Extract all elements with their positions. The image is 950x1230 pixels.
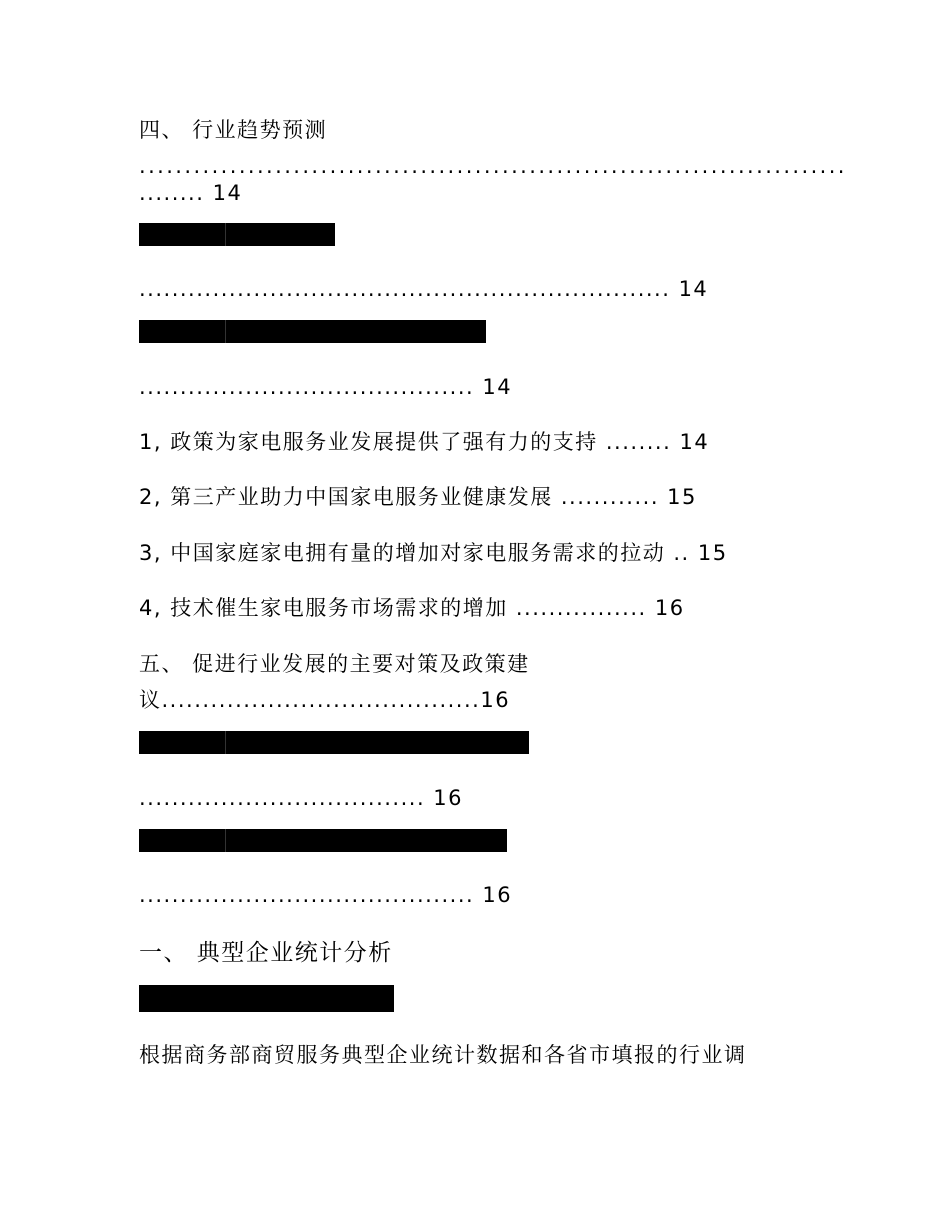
redacted-toc-entry-3 — [139, 731, 529, 754]
redacted-toc-entry-1 — [139, 223, 335, 246]
redaction-divider — [225, 829, 226, 852]
toc-entry-3-leader[interactable]: ................................... 16 — [139, 786, 464, 810]
toc-subitem-2[interactable]: 2, 第三产业助力中国家电服务业健康发展 ............ 15 — [139, 485, 697, 509]
redaction-divider — [225, 223, 226, 246]
toc-subitem-1[interactable]: 1, 政策为家电服务业发展提供了强有力的支持 ........ 14 — [139, 430, 710, 454]
toc-entry-1-leader[interactable]: ................................................................. 14 — [139, 277, 709, 301]
redacted-subheading — [139, 985, 394, 1012]
body-paragraph: 根据商务部商贸服务典型企业统计数据和各省市填报的行业调 — [139, 1043, 747, 1067]
toc-subitem-4[interactable]: 4, 技术催生家电服务市场需求的增加 ................ 16 — [139, 596, 685, 620]
toc-section-4-leader: .............................................................................. — [139, 154, 847, 178]
toc-entry-2-leader[interactable]: ......................................... 14 — [139, 375, 513, 399]
toc-section-5-title[interactable]: 五、 促进行业发展的主要对策及政策建 — [139, 652, 530, 676]
redaction-divider — [225, 731, 226, 754]
toc-section-4-title[interactable]: 四、 行业趋势预测 — [139, 118, 328, 142]
toc-subitem-3[interactable]: 3, 中国家庭家电拥有量的增加对家电服务需求的拉动 .. 15 — [139, 541, 728, 565]
toc-entry-4-leader[interactable]: ......................................... 16 — [139, 883, 513, 907]
toc-section-4-page: ........ 14 — [139, 181, 243, 205]
redaction-divider — [225, 320, 226, 343]
toc-section-5-title-cont[interactable]: 议.......................................16 — [139, 688, 511, 712]
redacted-toc-entry-2 — [139, 320, 486, 343]
redacted-toc-entry-4 — [139, 829, 507, 852]
section-1-heading: 一、 典型企业统计分析 — [139, 940, 393, 966]
